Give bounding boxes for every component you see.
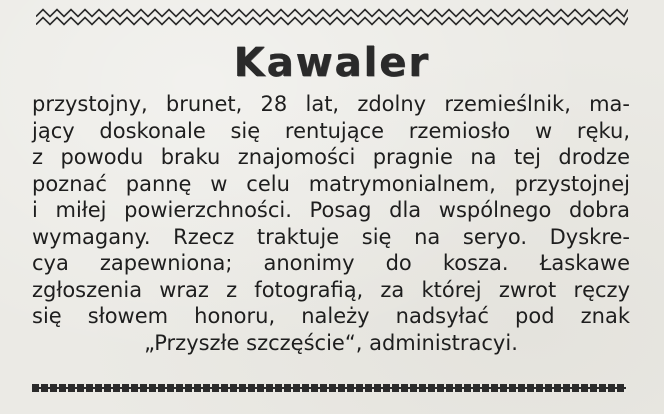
ad-headline: Kawaler (233, 40, 431, 86)
ad-line: cya zapewniona; anonimy do kosza. Łaskawe (32, 251, 630, 275)
ad-line: się słowem honoru, należy nadsyłać pod znak (32, 304, 630, 328)
ad-line: przystojny, brunet, 28 lat, zdolny rzemieślnik, ma- (32, 92, 630, 116)
ad-line: jący doskonale się rentujące rzemiosło w ręku, (32, 118, 630, 143)
ad-line: i miłej powierzchności. Posag dla wspólnego dobra (32, 198, 630, 222)
bottom-rule-border (32, 384, 626, 392)
wavy-top-border (36, 6, 628, 28)
ad-line: zgłoszenia wraz z fotografią, za której zwrot ręczy (32, 277, 630, 302)
ad-body (32, 91, 630, 356)
ad-line: „Przyszłe szczęście“, administracyi. (144, 330, 518, 355)
ad-line: poznać pannę w celu matrymonialnem, przystojnej (32, 171, 630, 196)
ad-line: z powodu braku znajomości pragnie na tej drodze (32, 145, 630, 169)
ad-line: wymagany. Rzecz traktuje się na seryo. Dyskre- (32, 224, 630, 249)
